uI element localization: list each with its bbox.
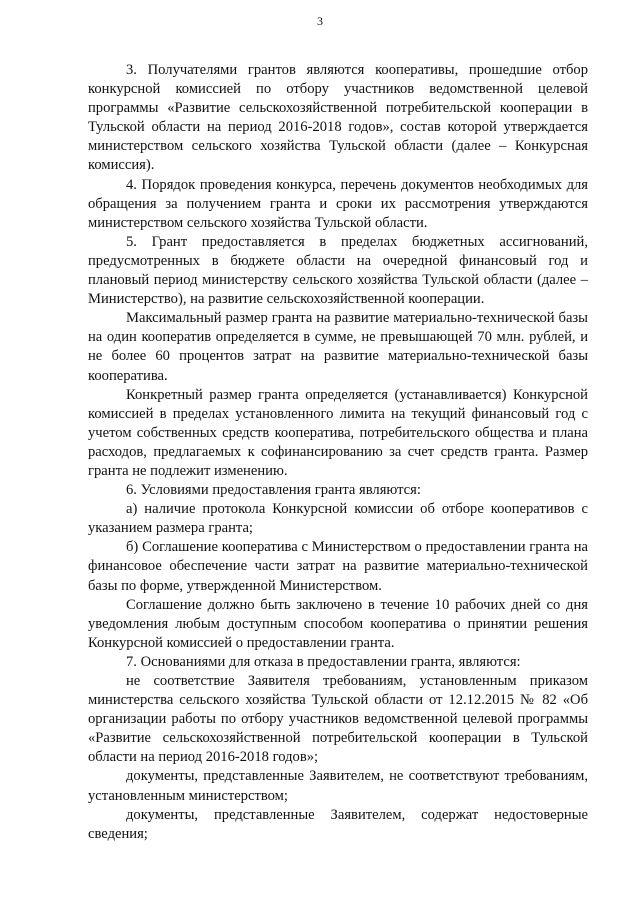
paragraph-refusal-heading: 7. Основаниями для отказа в предоставлении гранта, являются: [126, 653, 521, 670]
page-number: 3 [317, 14, 323, 28]
paragraph-budget: 5. Грант предоставляется в пределах бюджетных ассигнований, предусмотренных в бюджете области на очередной финансовый год и плановый период министерству сельского хозяйства Тульской области (далее – Министерство), на развитие сельскохозяйственной кооперации. [88, 233, 588, 308]
paragraph-conditions-heading: 6. Условиями предоставления гранта являются: [126, 482, 421, 499]
paragraph-refusal-documents-mismatch: документы, представленные Заявителем, не соответствуют требованиям, установленным министерством; [88, 768, 588, 804]
paragraph-procedure: 4. Порядок проведения конкурса, перечень документов необходимых для обращения за получением гранта и сроки их рассмотрения утверждаются министерством сельского хозяйства Тульской области. [88, 176, 588, 231]
paragraph-condition-a: а) наличие протокола Конкурсной комиссии об отборе кооперативов с указанием размера гранта; [88, 501, 588, 537]
paragraph-agreement-term: Соглашение должно быть заключено в течение 10 рабочих дней со дня уведомления любым доступным способом кооператива о принятии решения Конкурсной комиссией о предоставлении гранта. [88, 596, 588, 651]
paragraph-recipients: 3. Получателями грантов являются кооперативы, прошедшие отбор конкурсной комиссией по отбору участников ведомственной целевой программы «Развитие сельскохозяйственной потребительской кооперации в Тульской области на период 2016-2018 годов», состав которой утверждается министерством сельского хозяйства Тульской области (далее – Конкурсная комиссия). [88, 62, 588, 174]
paragraph-grant-size: Конкретный размер гранта определяется (устанавливается) Конкурсной комиссией в пределах установленного лимита на текущий финансовый год с учетом собственных средств кооператива, потребительского общества и плана расходов, предлагаемых к софинансированию за счет средств гранта. Размер гранта не подлежит изменению. [88, 386, 588, 479]
paragraph-refusal-requirements: не соответствие Заявителя требованиям, установленным приказом министерства сельского хозяйства Тульской области от 12.12.2015 № 82 «Об организации работы по отбору участников ведомственной целевой программы «Развитие сельскохозяйственной потребительской кооперации в Тульской области на период 2016-2018 годов»; [88, 673, 588, 766]
paragraph-refusal-unreliable: документы, представленные Заявителем, содержат недостоверные сведения; [88, 806, 588, 842]
document-body [88, 61, 588, 844]
paragraph-condition-b: б) Соглашение кооператива с Министерством о предоставлении гранта на финансовое обеспечение части затрат на развитие материально-технической базы по форме, утвержденной Министерством. [88, 539, 588, 594]
paragraph-max-grant: Максимальный размер гранта на развитие материально-технической базы на один кооператив определяется в сумме, не превышающей 70 млн. рублей, и не более 60 процентов затрат на развитие материально-технической базы кооператива. [88, 310, 588, 384]
